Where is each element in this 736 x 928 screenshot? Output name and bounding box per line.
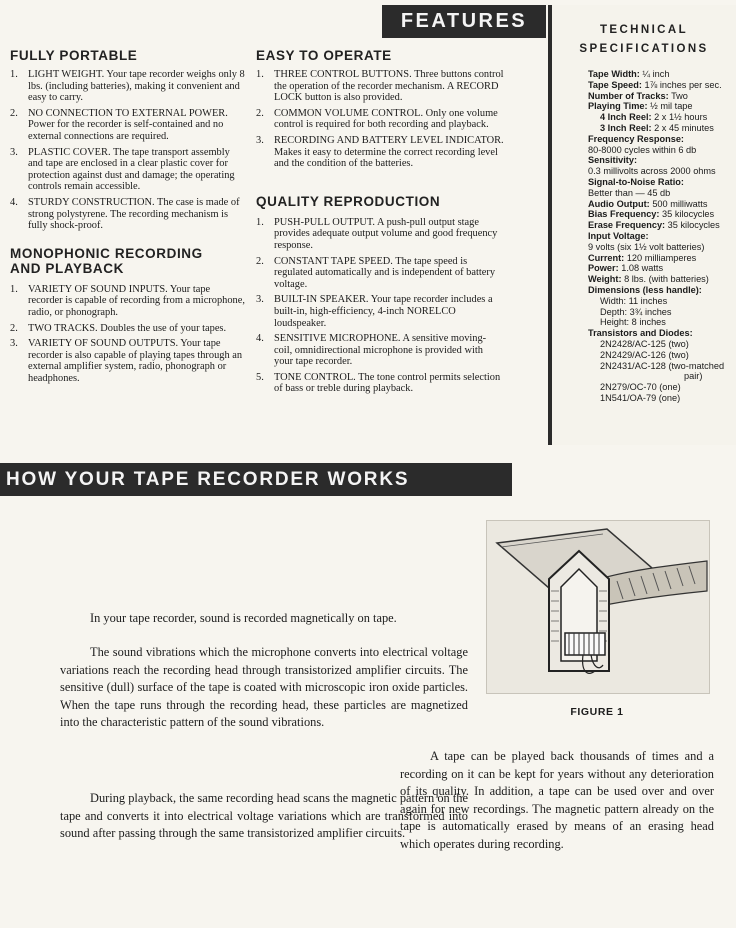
spec-label: Current: <box>588 252 625 263</box>
item-number: 4. <box>10 196 18 208</box>
item-number: 4. <box>256 333 264 345</box>
item-number: 2. <box>10 322 18 334</box>
spec-value: 2 x 45 minutes <box>654 122 714 133</box>
item-number: 5. <box>256 371 264 383</box>
left-column <box>10 48 246 388</box>
technical-specifications-panel <box>548 5 736 445</box>
spec-label: Transistors and Diodes: <box>588 328 693 339</box>
spec-tracks <box>588 91 736 102</box>
spec-tape-speed <box>588 80 736 91</box>
spec-value: 2 x 1½ hours <box>654 112 708 123</box>
spec-label: 3 Inch Reel: <box>600 122 652 133</box>
spec-title-line1: TECHNICAL <box>599 24 689 36</box>
list-item <box>10 147 246 193</box>
spec-snr <box>588 177 736 188</box>
spec-dim-height: Height: 8 inches <box>600 317 666 328</box>
item-text: PLASTIC COVER. The tape transport assembly and tape are enclosed in a clear plastic cover for protection against dust and damage; the operating controls remain accessible. <box>28 146 235 193</box>
item-text: TONE CONTROL. The tone control permits selection of bass or treble during playback. <box>274 371 501 395</box>
item-text: CONSTANT TAPE SPEED. The tape speed is regulated automatically and is independent of battery voltage. <box>274 255 496 290</box>
spec-label: Signal-to-Noise Ratio: <box>588 176 684 187</box>
spec-label: Tape Speed: <box>588 79 642 90</box>
spec-label: Input Voltage: <box>588 230 649 241</box>
features-banner: FEATURES <box>382 5 546 38</box>
spec-sensitivity-value: 0.3 millivolts across 2000 ohms <box>588 166 716 177</box>
item-text: STURDY CONSTRUCTION. The case is made of strong polystyrene. The recording mechanism is fully shock-proof. <box>28 196 240 232</box>
list-item <box>256 135 504 170</box>
spec-dim-depth: Depth: 3¾ inches <box>600 306 672 317</box>
spec-label: Frequency Response: <box>588 133 684 144</box>
figure-1-image <box>486 520 710 694</box>
spec-value: 1.08 watts <box>621 263 664 274</box>
spec-dimensions <box>588 285 736 296</box>
spec-power <box>588 263 736 274</box>
item-number: 3. <box>10 146 18 158</box>
list-item <box>10 323 246 335</box>
item-text: NO CONNECTION TO EXTERNAL POWER. Power for the recorder is self-contained and no external connections are required. <box>28 107 228 142</box>
spec-snr-value: Better than — 45 db <box>588 187 671 198</box>
item-number: 3. <box>256 294 264 306</box>
spec-value: 1⅞ inches per sec. <box>644 79 722 90</box>
list-item <box>10 197 246 232</box>
spec-transistor-1: 2N2428/AC-125 (two) <box>600 338 689 349</box>
quality-reproduction-heading: QUALITY REPRODUCTION <box>256 193 441 209</box>
list-item <box>10 69 246 104</box>
item-text: RECORDING AND BATTERY LEVEL INDICATOR. Makes it easy to determine the correct recording level and the condition of the batteries. <box>274 134 504 170</box>
spec-frequency <box>588 134 736 145</box>
item-number: 1. <box>10 69 18 80</box>
monophonic-heading <box>10 246 246 276</box>
fully-portable-heading: FULLY PORTABLE <box>10 48 138 63</box>
monophonic-heading-line1: MONOPHONIC RECORDING <box>10 245 203 261</box>
spec-value: 35 kilocycles <box>662 209 715 220</box>
monophonic-list <box>10 284 246 385</box>
spec-value: 8 lbs. (with batteries) <box>624 274 709 285</box>
spec-label: Erase Frequency: <box>588 220 666 231</box>
spec-transistor-5: 1N541/OA-79 (one) <box>600 392 681 403</box>
spec-title-line2: SPECIFICATIONS <box>579 43 709 55</box>
spec-label: Bias Frequency: <box>588 209 660 220</box>
spec-label: 4 Inch Reel: <box>600 112 652 123</box>
spec-label: Sensitivity: <box>588 155 638 166</box>
spec-label: Dimensions (less handle): <box>588 284 702 295</box>
list-item <box>256 256 504 291</box>
spec-title <box>552 21 736 59</box>
item-text: SENSITIVE MICROPHONE. A sensitive moving-coil, omnidirectional microphone is provided with your tape recorder. <box>274 333 487 368</box>
item-number: 1. <box>256 216 264 228</box>
spec-value: 35 kilocycles <box>667 220 720 231</box>
spec-value: ½ mil tape <box>650 101 693 112</box>
spec-label: Audio Output: <box>588 198 650 209</box>
spec-label: Weight: <box>588 274 622 285</box>
spec-label: Number of Tracks: <box>588 90 669 101</box>
how-it-works-banner: HOW YOUR TAPE RECORDER WORKS <box>0 463 512 496</box>
monophonic-heading-line2: AND PLAYBACK <box>10 260 124 276</box>
spec-tape-width <box>588 69 736 80</box>
list-item <box>10 108 246 143</box>
spec-value: ¼ inch <box>642 69 670 79</box>
list-item <box>256 217 504 252</box>
recording-head-illustration <box>487 521 709 693</box>
item-text: VARIETY OF SOUND OUTPUTS. Your tape recorder is also capable of playing tapes through an external amplifier system, radio, phonograph or headphones. <box>28 338 243 384</box>
item-number: 1. <box>10 283 18 295</box>
spec-value: Two <box>671 90 688 101</box>
paragraph-recording: The sound vibrations which the microphone converts into electrical voltage variations reach the recording head through transistorized amplifier circuits. The sensitive (dull) surface of the tape is coated with microscopic iron oxide particles. When the tape runs through the recording head, these particles are magnetized into the characteristic pattern of the sound vibrations. <box>60 645 468 730</box>
list-item <box>10 338 246 384</box>
spec-current <box>588 253 736 264</box>
spec-input-voltage <box>588 231 736 242</box>
paragraph-intro: In your tape recorder, sound is recorded magnetically on tape. <box>90 611 397 625</box>
spec-transistor-4: 2N279/OC-70 (one) <box>600 382 681 393</box>
spec-transistors <box>588 328 736 339</box>
list-item <box>256 108 504 131</box>
item-text: LIGHT WEIGHT. Your tape recorder weighs only 8 lbs. (including batteries), making it convenient and easy to carry. <box>28 69 245 104</box>
spec-transistor-2: 2N2429/AC-126 (two) <box>600 349 689 360</box>
figure-caption: FIGURE 1 <box>570 706 624 718</box>
item-number: 2. <box>256 255 264 267</box>
item-text: BUILT-IN SPEAKER. Your tape recorder includes a built-in, high-efficiency, 4-inch NORELCO loudspeaker. <box>274 294 493 329</box>
item-number: 3. <box>10 338 18 350</box>
item-number: 2. <box>10 107 18 119</box>
item-text: VARIETY OF SOUND INPUTS. Your tape recorder is capable of recording from a microphone, radio, or phonograph. <box>28 283 245 318</box>
easy-to-operate-heading: EASY TO OPERATE <box>256 48 392 63</box>
easy-to-operate-list <box>256 69 504 170</box>
spec-transistor-3: 2N2431/AC-128 (two-matched <box>600 360 725 371</box>
spec-erase <box>588 220 736 231</box>
item-number: 2. <box>256 107 264 119</box>
spec-sensitivity <box>588 155 736 166</box>
spec-list <box>588 69 736 404</box>
spec-playing-time <box>588 101 736 112</box>
middle-column <box>256 48 504 399</box>
list-item <box>256 372 504 395</box>
spec-label: Power: <box>588 263 619 274</box>
spec-input-voltage-value: 9 volts (six 1½ volt batteries) <box>588 241 705 252</box>
list-item <box>10 284 246 319</box>
spec-value: 120 milliamperes <box>626 252 697 263</box>
item-text: TWO TRACKS. Doubles the use of your tapes. <box>28 322 227 334</box>
list-item <box>256 69 504 104</box>
spec-frequency-value: 80-8000 cycles within 6 db <box>588 144 697 155</box>
spec-label: Playing Time: <box>588 101 648 112</box>
paragraph-playback: During playback, the same recording head scans the magnetic pattern on the tape and converts it into electrical voltage variations which are transformed into sound after passing through the same transistorized amplifier circuits. <box>60 791 468 841</box>
spec-bias <box>588 209 736 220</box>
spec-value: 500 milliwatts <box>652 198 708 209</box>
item-text: PUSH-PULL OUTPUT. A push-pull output stage provides adequate output volume and good frequency response. <box>274 216 498 251</box>
spec-audio-output <box>588 199 736 210</box>
list-item <box>256 294 504 329</box>
fully-portable-list <box>10 69 246 232</box>
paragraph-durability: A tape can be played back thousands of times and a recording on it can be kept for years without any deterioration of its quality. In addition, a tape can be used over and over again for new recordings. The magnetic pattern already on the tape is automatically erased by means of an erasing head which operates during recording. <box>400 749 714 851</box>
spec-weight <box>588 274 736 285</box>
quality-reproduction-list <box>256 217 504 395</box>
item-text: THREE CONTROL BUTTONS. Three buttons control the operation of the recorder mechanism. A RECORD LOCK button is also provided. <box>274 69 504 104</box>
spec-dim-width: Width: 11 inches <box>600 295 668 306</box>
item-number: 1. <box>256 69 264 80</box>
list-item <box>256 333 504 368</box>
item-number: 3. <box>256 134 264 146</box>
spec-reel-4 <box>588 112 736 123</box>
spec-label: Tape Width: <box>588 69 640 79</box>
spec-reel-3 <box>588 123 736 134</box>
item-text: COMMON VOLUME CONTROL. Only one volume control is required for both recording and playback. <box>274 107 498 131</box>
spec-transistor-3-cont: pair) <box>684 371 703 382</box>
